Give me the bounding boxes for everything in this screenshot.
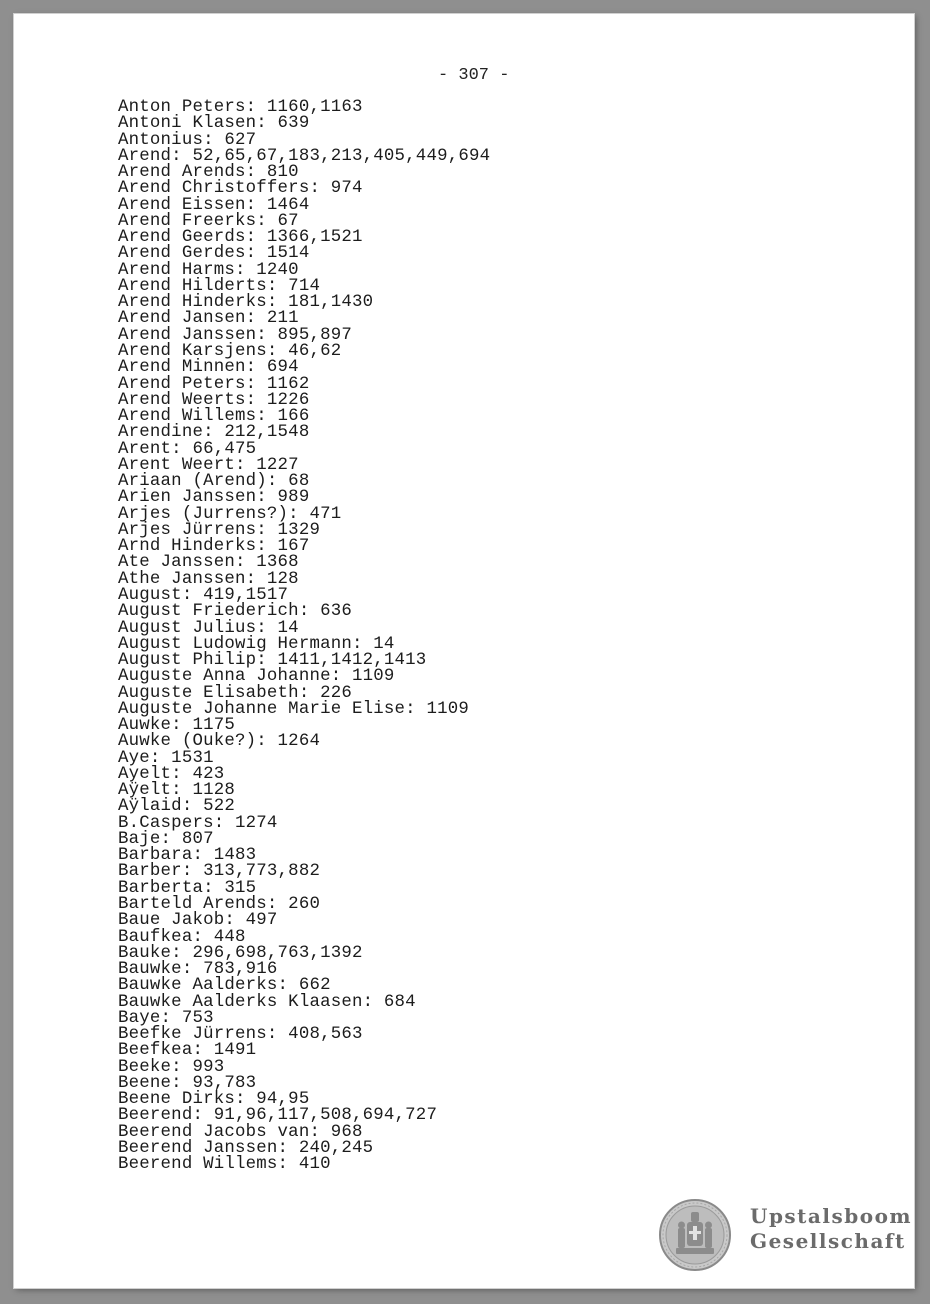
- index-entry: Arendine: 212,1548: [118, 423, 310, 443]
- index-entry: Aÿlaid: 522: [118, 797, 235, 817]
- index-entry: Arend Minnen: 694: [118, 358, 299, 378]
- index-entry: Athe Janssen: 128: [118, 569, 299, 589]
- index-entry: Arjes (Jurrens?): 471: [118, 504, 342, 524]
- publisher-logo: [658, 1198, 913, 1278]
- index-entry: Beerend: 91,96,117,508,694,727: [118, 1106, 438, 1126]
- index-entry: Arien Janssen: 989: [118, 488, 310, 508]
- index-entry: Beeke: 993: [118, 1057, 225, 1077]
- index-entry: August Ludowig Hermann: 14: [118, 634, 395, 654]
- index-entry: Arend Eissen: 1464: [118, 195, 310, 215]
- index-entry: August Friederich: 636: [118, 602, 352, 622]
- logo-line-2: Gesellschaft: [750, 1229, 906, 1253]
- index-entry: Antonius: 627: [118, 130, 257, 150]
- index-entry: Arend Hinderks: 181,1430: [118, 293, 374, 313]
- index-entry: Auwke (Ouke?): 1264: [118, 732, 321, 752]
- index-entry: Barbara: 1483: [118, 846, 257, 866]
- index-entry: Aye: 1531: [118, 748, 214, 768]
- index-entry: August: 419,1517: [118, 585, 289, 605]
- index-entry: Arend Christoffers: 974: [118, 179, 363, 199]
- index-entry: Beerend Willems: 410: [118, 1155, 331, 1175]
- index-entry: August Philip: 1411,1412,1413: [118, 651, 427, 671]
- index-entry: Arend Harms: 1240: [118, 260, 299, 280]
- index-entry: Baje: 807: [118, 829, 214, 849]
- index-entry: Barteld Arends: 260: [118, 895, 321, 915]
- index-entry: Auguste Elisabeth: 226: [118, 683, 352, 703]
- index-entry: Ariaan (Arend): 68: [118, 472, 310, 492]
- index-entry: Beefke Jürrens: 408,563: [118, 1025, 363, 1045]
- index-entry: Auguste Anna Johanne: 1109: [118, 667, 395, 687]
- index-entry: Arend Weerts: 1226: [118, 390, 310, 410]
- index-entry: Ate Janssen: 1368: [118, 553, 299, 573]
- document-page: [14, 14, 914, 1288]
- index-entry: Arjes Jürrens: 1329: [118, 520, 321, 540]
- index-entry: B.Caspers: 1274: [118, 813, 278, 833]
- index-entry: Arend Freerks: 67: [118, 211, 299, 231]
- index-entry: Ayelt: 423: [118, 764, 225, 784]
- index-entry: Baue Jakob: 497: [118, 911, 278, 931]
- index-entry: Arent Weert: 1227: [118, 455, 299, 475]
- index-entry: Bauke: 296,698,763,1392: [118, 943, 363, 963]
- index-entry: Bauwke Aalderks Klaasen: 684: [118, 992, 416, 1012]
- index-entry: Beerend Janssen: 240,245: [118, 1139, 374, 1158]
- index-entry: Arend Peters: 1162: [118, 374, 310, 394]
- index-entry: Arend Janssen: 895,897: [118, 325, 352, 345]
- index-entry: Arend Jansen: 211: [118, 309, 299, 329]
- index-entry: Barberta: 315: [118, 878, 257, 898]
- index-entry: Antoni Klasen: 639: [118, 114, 310, 134]
- index-entry: Bauwke: 783,916: [118, 960, 278, 980]
- page-number: - 307 -: [438, 66, 510, 85]
- index-entry: Auguste Johanne Marie Elise: 1109: [118, 699, 469, 719]
- index-entry: Arend Karsjens: 46,62: [118, 341, 342, 361]
- seal-emblem-icon: [658, 1198, 732, 1272]
- index-entry: Beerend Jacobs van: 968: [118, 1122, 363, 1142]
- logo-line-1: Upstalsboom: [750, 1204, 913, 1228]
- index-entry: Beefkea: 1491: [118, 1041, 257, 1061]
- index-entry: Arnd Hinderks: 167: [118, 537, 310, 557]
- index-entry: Aÿelt: 1128: [118, 781, 235, 801]
- index-entry: Bauwke Aalderks: 662: [118, 976, 331, 996]
- index-list: [118, 100, 490, 1174]
- index-entry: Arend: 52,65,67,183,213,405,449,694: [118, 146, 491, 166]
- index-entry: August Julius: 14: [118, 618, 299, 638]
- index-entry: Arend Hilderts: 714: [118, 276, 321, 296]
- logo-wordmark: [750, 1204, 912, 1254]
- index-entry: Baye: 753: [118, 1008, 214, 1028]
- index-entry: Arend Arends: 810: [118, 163, 299, 183]
- index-entry: Arend Willems: 166: [118, 407, 310, 427]
- index-entry: Beene Dirks: 94,95: [118, 1090, 310, 1110]
- index-entry: Beene: 93,783: [118, 1073, 257, 1093]
- index-entry: Arend Geerds: 1366,1521: [118, 228, 363, 248]
- index-entry: Arend Gerdes: 1514: [118, 244, 310, 264]
- index-entry: Anton Peters: 1160,1163: [118, 98, 363, 117]
- index-entry: Auwke: 1175: [118, 716, 235, 736]
- index-entry: Baufkea: 448: [118, 927, 246, 947]
- index-entry: Barber: 313,773,882: [118, 862, 321, 882]
- index-entry: Arent: 66,475: [118, 439, 257, 459]
